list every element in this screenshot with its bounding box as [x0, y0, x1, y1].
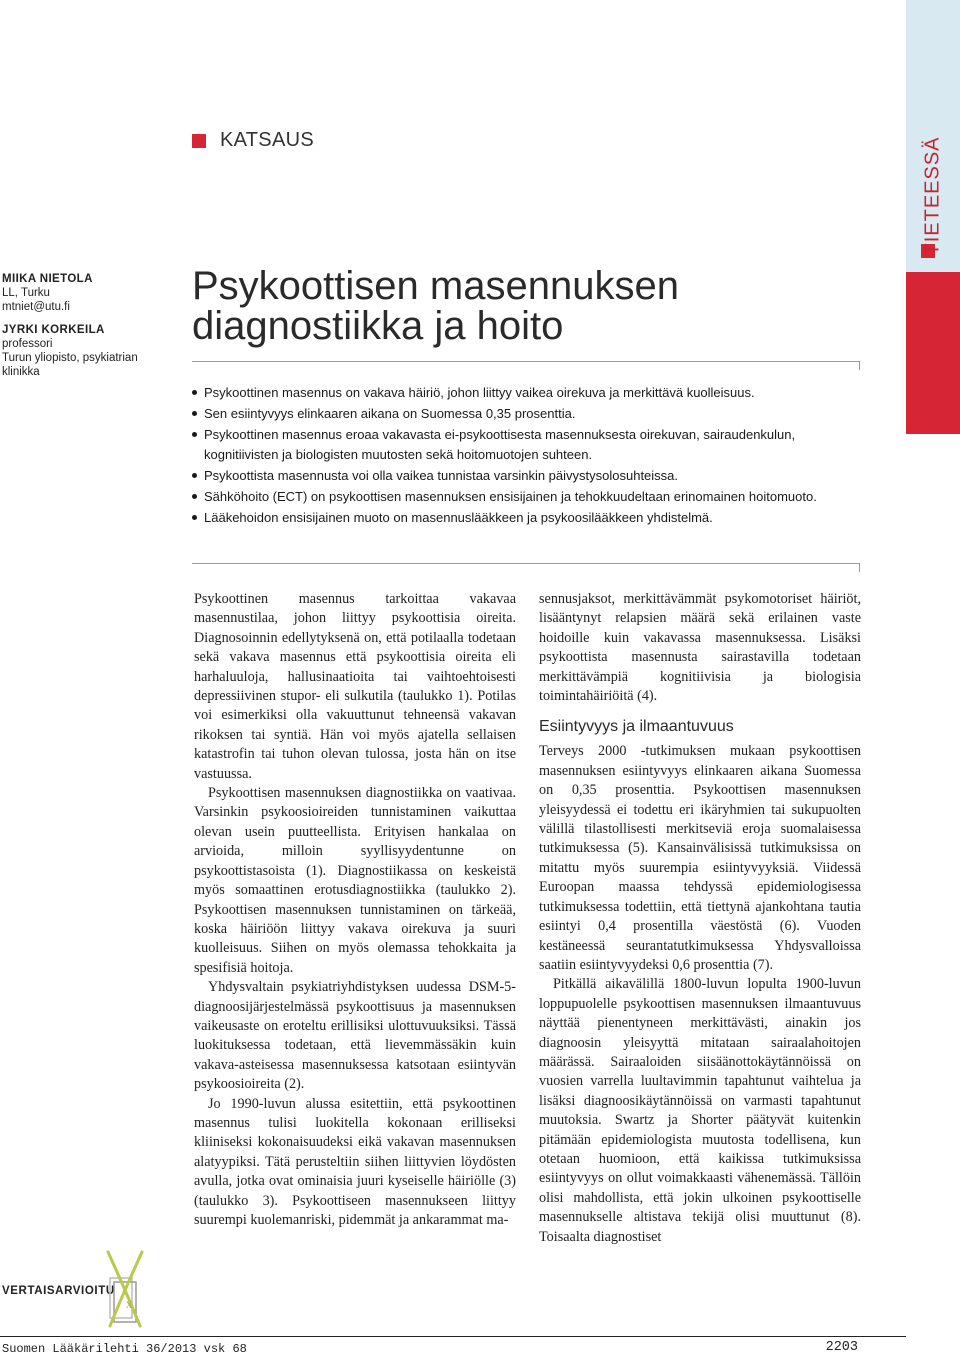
author-block — [2, 272, 172, 388]
author-name: JYRKI KORKEILA — [2, 324, 105, 336]
body-paragraph: Pitkällä aikavälillä 1800-luvun lopulta 1900-luvun loppupuolelle psykoottisen masennuksen ilmaantuvuus näyttää pienentyneen merkittävästi, ainakin jos diagnoosin yleisyyttä mitataan sairaalahoitojen määrässä. Sairaaloiden siisäänottokäytännöissä on vuosien varrella luultavimmin tapahtunut vaihtelua ja lisäksi diagnoosikäytännöissä on varmasti tapahtunut muutoksia. Swartz ja Shorter päätyvät kuitenkin pitämään epidemiologista muutosta todellisena, kun otetaan huomioon, että kaikissa tutkimuksissa esiintyvyys on ollut voimakkaasti vähenemässä. Tällöin olisi mahdollista, että jokin ulkoinen psykoottiselle masennukselle altistava tekijä olisi muuttunut (8). Toisaalta diagnostiset — [539, 976, 861, 1245]
divider-top-tick — [859, 361, 860, 370]
side-tab-label: TIETEESSÄ — [921, 136, 944, 256]
body-paragraph: Yhdysvaltain psykiatriyhdistyksen uudessa DSM-5-diagnoosijärjestelmässä psykoottisuus ja masennuksen vaikeusaste on eroteltu erillisiksi ulottuvuuksiksi. Tässä luokituksessa todetaan, että lievemmässäkin kuin vakava-asteisessa masennuksessa katsotaan esiintyvän psykoosioireita (2). — [194, 979, 516, 1093]
author-affiliation: Turun yliopisto, psykiatrian — [2, 352, 138, 364]
body-paragraph: sennusjaksot, merkittävämmät psykomotoriset häiriöt, lisääntynyt relapsien määrä sekä erilainen vaste hoidoille kuin vakavassa masennuksessa. Lisäksi psykoottista masennusta sairastavilla todetaan merkittävämpiä kognitiivisia ja biologisia toimintahäiriöitä (4). — [539, 591, 861, 705]
body-paragraph: Psykoottinen masennus tarkoittaa vakavaa masennustilaa, johon liittyy psykoottisia oireita. Diagnosoinnin edellytyksenä on, että potilaalla todetaan sekä vakava masennus että psykoottisia oireita eli harhaluuloja, hallusinaatioita tai vaihtoehtoisesti depressiivinen stupor- eli sulkutila (taulukko 1). Potilas voi esimerkiksi olla vakuuttunut tehneensä vakavan rikoksen tai syntiä. Hän voi myös ajatella sellaisen katastrofin tai tuhon olevan tulossa, josta hän on itse vastuussa. — [194, 591, 516, 782]
page-number: 2203 — [825, 1340, 858, 1355]
body-paragraph: Terveys 2000 -tutkimuksen mukaan psykoottisen masennuksen esiintyvyys elinkaaren aikana Suomessa on 0,35 prosenttia. Psykoottisen masennuksen yleisyydessä ei todettu eri ikäryhmien tai sukupuolten välillä tilastollisesti merkitseviä eroja suomalaisessa tutkimuksessa (5). Kansainvälisissä tutkimuksissa on mitattu myös suurempia esiintyvyyksiä. Viidessä Euroopan maassa tehdyssä epidemiologisessa tutkimuksessa todettiin, että tiettynä ajankohtana tautia esiintyi 0,4 prosentilla väestöstä (6). Vuoden kestäneessä seurantatutkimuksessa Yhdysvalloissa saatiin esiintyvyydeksi 0,6 prosenttia (7). — [539, 743, 861, 973]
divider-bottom-tick — [859, 563, 860, 572]
body-column-2 — [539, 590, 861, 1247]
journal-citation: Suomen Lääkärilehti 36/2013 vsk 68 — [2, 1342, 247, 1356]
author-affiliation-cont: klinikka — [2, 366, 40, 378]
body-column-1 — [194, 590, 516, 1230]
article-title — [192, 266, 882, 346]
key-point: Psykoottinen masennus eroaa vakavasta ei-psykoottisesta masennuksesta oirekuvan, sairaudenkulun, kognitiivisten ja biologisten muutosten sekä hoitomuotojen suhteen. — [192, 425, 848, 464]
key-point: Psykoottista masennusta voi olla vaikea tunnistaa varsinkin päivystysolosuhteissa. — [192, 466, 848, 486]
section-label: KATSAUS — [220, 129, 314, 151]
side-tab-red-band — [906, 272, 960, 434]
title-line-2: diagnostiikka ja hoito — [192, 304, 564, 348]
author-2 — [2, 323, 172, 379]
peer-review-logo-icon — [100, 1248, 156, 1328]
peer-review-logo-mark: X — [125, 1300, 133, 1310]
body-paragraph: Jo 1990-luvun alussa esitettiin, että psykoottinen masennus tulisi luokitella kokonaan erilliseksi kliiniseksi kokonaisuudeksi eikä vakavan masennuksen alatyypiksi. Tätä perusteltiin siihen liittyvien löydösten avulla, jotka ovat ominaisia juuri kyseiselle häiriölle (3) (taulukko 3). Psykoottiseen masennukseen liittyy suurempi kuolemanriski, pidemmät ja ankarammat ma- — [194, 1095, 516, 1228]
key-point: Sen esiintyvyys elinkaaren aikana on Suomessa 0,35 prosenttia. — [192, 404, 848, 424]
author-degree: LL, Turku — [2, 287, 50, 299]
body-paragraph: Psykoottisen masennuksen diagnostiikka on vaativaa. Varsinkin psykoosioireiden tunnistaminen vaikuttaa olevan usein puutteellista. Erityisen hankalaa on arvioida, milloin syyllisyydentunne on psykoottistasoista (1). Diagnostiikassa on keskeistä myös somaattinen erotusdiagnostiikka (taulukko 2). Psykoottisen masennuksen tunnistaminen on tärkeää, koska häiriöön liittyy vakava oirekuva ja suuri kuolleisuus. Siihen on myös olemassa tehokkaita ja spesifisiä hoitoja. — [194, 785, 516, 976]
author-1 — [2, 272, 172, 314]
section-heading: Esiintyvyys ja ilmaantuvuus — [539, 718, 734, 736]
key-point: Psykoottinen masennus on vakava häiriö, johon liittyy vaikea oirekuva ja merkittävä kuolleisuus. — [192, 383, 848, 403]
divider-top — [192, 361, 860, 362]
key-point: Sähköhoito (ECT) on psykoottisen masennuksen ensisijainen ja tehokkuudeltaan erinomainen hoitomuoto. — [192, 487, 848, 507]
author-email[interactable]: mtniet@utu.fi — [2, 301, 70, 313]
key-points-list — [192, 383, 848, 529]
peer-review-label: VERTAISARVIOITU — [2, 1285, 115, 1297]
section-square-icon — [192, 134, 206, 148]
author-name: MIIKA NIETOLA — [2, 273, 93, 285]
title-line-1: Psykoottisen masennuksen — [192, 264, 679, 308]
author-title: professori — [2, 338, 53, 350]
footer-rule — [0, 1336, 906, 1337]
key-point: Lääkehoidon ensisijainen muoto on masennuslääkkeen ja psykoosilääkkeen yhdistelmä. — [192, 508, 848, 528]
divider-bottom — [192, 563, 860, 564]
